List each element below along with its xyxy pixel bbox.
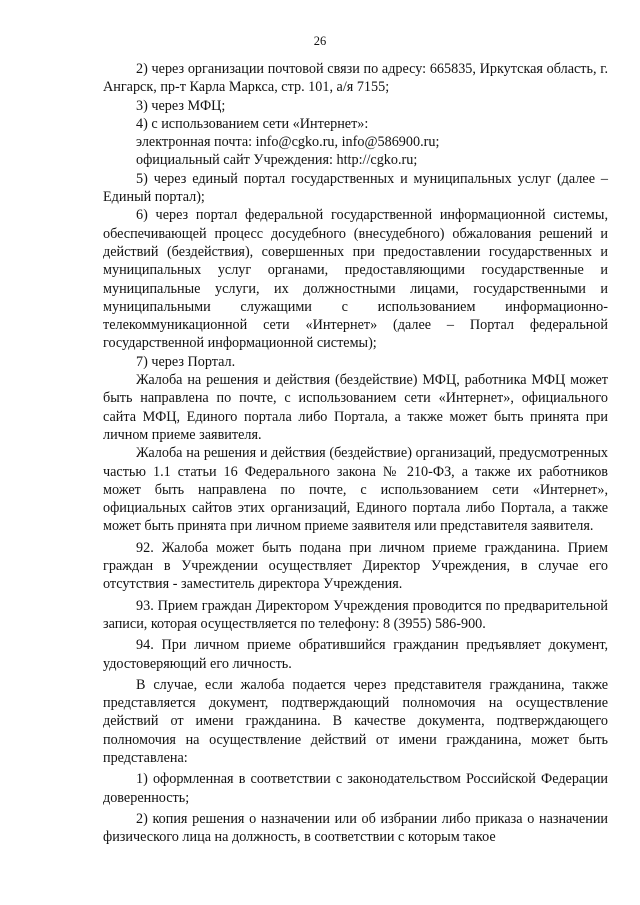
paragraph-representative: В случае, если жалоба подается через представителя гражданина, также представляется документ, подтверждающий полномочия на осуществление действий от имени гражданина. В качестве документа, подтверждающего полномочия на осуществление действий от имени гражданина, может быть представлена:: [103, 676, 608, 766]
paragraph-item-2: 2) копия решения о назначении или об избрании либо приказа о назначении физического лица на должность, в соответствии с которым такое: [103, 810, 608, 846]
document-body: [103, 60, 608, 846]
paragraph-portal: 7) через Портал.: [136, 353, 236, 370]
paragraph-internet: 4) с использованием сети «Интернет»:: [136, 115, 369, 132]
paragraph-92: 92. Жалоба может быть подана при личном приеме гражданина. Прием граждан в Учреждении осуществляет Директор Учреждения, в случае его отсутствия - заместитель директора Учреждения.: [103, 539, 608, 593]
paragraph-email: электронная почта: info@cgko.ru, info@586900.ru;: [136, 134, 440, 151]
paragraph-complaint-organizations: Жалоба на решения и действия (бездействие) организаций, предусмотренных частью 1.1 статьи 16 Федерального закона № 210-ФЗ, а также их работников может быть направлена по почте, с использованием сети «Интернет», официальных сайтов этих организаций, Единого портала либо Портала, а также может быть принята при личном приеме заявителя или представителя заявителя.: [103, 445, 608, 535]
page-number: 26: [313, 34, 327, 48]
paragraph-94: 94. При личном приеме обратившийся гражданин предъявляет документ, удостоверяющий его личность.: [103, 637, 608, 672]
paragraph-mail: 2) через организации почтовой связи по адресу: 665835, Иркутская область, г. Ангарск, пр-т Карла Маркса, стр. 101, а/я 7155;: [103, 61, 608, 96]
paragraph-complaint-mfc: Жалоба на решения и действия (бездействие) МФЦ, работника МФЦ может быть направлена по почте, с использованием сети «Интернет», официального сайта МФЦ, Единого портала либо Портала, а также может быть принята при личном приеме заявителя.: [103, 372, 608, 443]
paragraph-website: официальный сайт Учреждения: http://cgko.ru;: [136, 152, 418, 169]
paragraph-unified-portal: 5) через единый портал государственных и муниципальных услуг (далее – Единый портал);: [103, 170, 608, 206]
paragraph-93: 93. Прием граждан Директором Учреждения проводится по предварительной записи, которая осуществляется по телефону: 8 (3955) 586-900.: [103, 597, 608, 632]
paragraph-federal-portal: 6) через портал федеральной государственной информационной системы, обеспечивающей процесс досудебного (внесудебного) обжалования решений и действий (бездействия), совершенных при предоставлении государственных и муниципальных услуг органами, предоставляющими государственные и муниципальные услуги, их должностными лицами, государственными и муниципальными служащими с использованием информационно-телекоммуникационной сети «Интернет» (далее – Портал федеральной государственной информационной системы);: [103, 207, 608, 352]
paragraph-mfc: 3) через МФЦ;: [136, 97, 226, 114]
paragraph-item-1: 1) оформленная в соответствии с законодательством Российской Федерации доверенность;: [103, 771, 608, 806]
